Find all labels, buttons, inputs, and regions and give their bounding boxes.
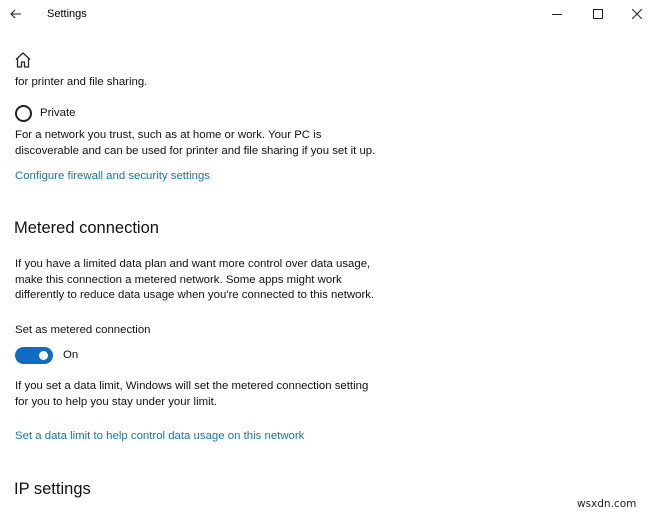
minimize-icon	[552, 9, 562, 19]
home-icon	[14, 51, 32, 69]
home-button[interactable]	[14, 51, 34, 71]
metered-connection-toggle[interactable]	[15, 347, 53, 364]
back-button[interactable]	[6, 4, 26, 24]
truncated-description: for printer and file sharing.	[15, 76, 148, 88]
set-data-limit-link[interactable]: Set a data limit to help control data usage on this network	[15, 430, 305, 442]
firewall-settings-link[interactable]: Configure firewall and security settings	[15, 170, 210, 182]
watermark: wsxdn.com	[577, 498, 637, 510]
window-title: Settings	[47, 8, 87, 20]
back-arrow-icon	[10, 9, 22, 19]
close-icon	[632, 9, 642, 19]
metered-connection-heading: Metered connection	[14, 219, 159, 237]
data-limit-description-line2: for you to help you stay under your limit.	[15, 396, 217, 408]
maximize-button[interactable]	[587, 4, 609, 24]
close-button[interactable]	[626, 4, 648, 24]
toggle-state-label: On	[63, 349, 79, 361]
title-bar	[0, 0, 650, 30]
ip-settings-heading: IP settings	[14, 480, 91, 498]
toggle-knob	[39, 351, 48, 360]
private-radio[interactable]	[15, 105, 32, 122]
private-radio-label[interactable]: Private	[40, 107, 76, 119]
metered-description-line2: make this connection a metered network. Some apps might work	[15, 274, 342, 286]
metered-description-line1: If you have a limited data plan and want more control over data usage,	[15, 258, 371, 270]
minimize-button[interactable]	[546, 4, 568, 24]
private-description-line1: For a network you trust, such as at home or work. Your PC is	[15, 129, 322, 141]
maximize-icon	[593, 9, 603, 19]
data-limit-description-line1: If you set a data limit, Windows will set the metered connection setting	[15, 380, 369, 392]
private-description-line2: discoverable and can be used for printer and file sharing if you set it up.	[15, 145, 376, 157]
metered-toggle-label: Set as metered connection	[15, 324, 151, 336]
metered-description-line3: differently to reduce data usage when you're connected to this network.	[15, 289, 375, 301]
